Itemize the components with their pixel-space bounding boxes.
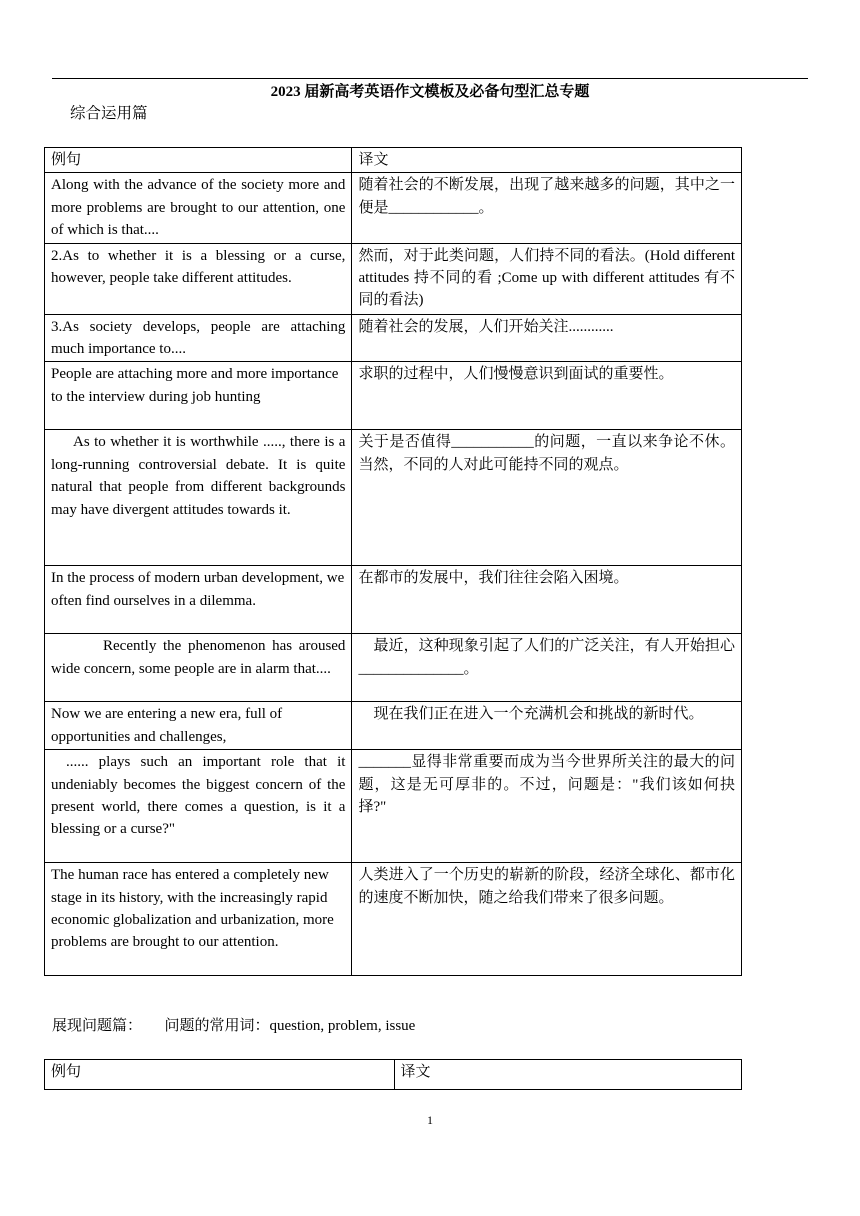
- table-row: [45, 430, 742, 566]
- table-header-row: [45, 148, 742, 173]
- document-title: 2023 届新高考英语作文模板及必备句型汇总专题: [270, 84, 590, 100]
- translation: 求职的过程中，人们慢慢意识到面试的重要性。: [352, 362, 742, 430]
- section-label: 展现问题篇：: [52, 1018, 143, 1034]
- example-sentence: Now we are entering a new era, full of opportunities and challenges,: [45, 702, 352, 750]
- header-rule: [52, 78, 808, 79]
- section-heading-problems: [52, 1016, 415, 1036]
- sentence-table-comprehensive: [44, 147, 742, 976]
- translation: 随着社会的不断发展，出现了越来越多的问题，其中之一便是____________。: [352, 173, 742, 243]
- example-sentence: The human race has entered a completely new stage in its history, with the increasingly rapid economic globalization and urbanization, more problems are brought to our attention.: [45, 863, 352, 976]
- table-header-example: 例句: [45, 1060, 395, 1090]
- translation: 然而，对于此类问题，人们持不同的看法。(Hold different attitudes 持不同的看 ;Come up with different attitudes 有不同的看法): [352, 243, 742, 314]
- translation: 人类进入了一个历史的崭新的阶段，经济全球化、都市化的速度不断加快，随之给我们带来了很多问题。: [352, 863, 742, 976]
- table-row: [45, 863, 742, 976]
- table-row: [45, 314, 742, 362]
- example-sentence: 2.As to whether it is a blessing or a curse, however, people take different attitudes.: [45, 243, 352, 314]
- sentence-table-problems: [44, 1059, 742, 1090]
- example-sentence: ...... plays such an important role that it undeniably becomes the biggest concern of the present world, there comes a question, is it a blessing or a curse?": [45, 750, 352, 863]
- translation: 现在我们正在进入一个充满机会和挑战的新时代。: [352, 702, 742, 750]
- translation: 最近，这种现象引起了人们的广泛关注，有人开始担心______________。: [352, 634, 742, 702]
- table-row: [45, 634, 742, 702]
- example-sentence: In the process of modern urban development, we often find ourselves in a dilemma.: [45, 566, 352, 634]
- table-row: [45, 702, 742, 750]
- common-words-line: 问题的常用词：question, problem, issue: [164, 1018, 416, 1034]
- table-header-translation: 译文: [394, 1060, 742, 1090]
- translation: 随着社会的发展，人们开始关注............: [352, 314, 742, 362]
- example-sentence: People are attaching more and more importance to the interview during job hunting: [45, 362, 352, 430]
- table-row: [45, 173, 742, 243]
- translation: 在都市的发展中，我们往往会陷入困境。: [352, 566, 742, 634]
- page-number: 1: [427, 1113, 433, 1127]
- section-heading-comprehensive: 综合运用篇: [70, 105, 148, 122]
- table-row: [45, 566, 742, 634]
- table-header-row: [45, 1060, 742, 1090]
- translation: 关于是否值得___________的问题，一直以来争论不休。当然，不同的人对此可能持不同的观点。: [352, 430, 742, 566]
- example-sentence: 3.As society develops, people are attaching much importance to....: [45, 314, 352, 362]
- table-header-example: 例句: [45, 148, 352, 173]
- table-row: [45, 362, 742, 430]
- table-row: [45, 243, 742, 314]
- table-header-translation: 译文: [352, 148, 742, 173]
- translation: _______显得非常重要而成为当今世界所关注的最大的问题，这是无可厚非的。不过，问题是："我们该如何抉择?": [352, 750, 742, 863]
- table-row: [45, 750, 742, 863]
- example-sentence: Recently the phenomenon has aroused wide concern, some people are in alarm that....: [45, 634, 352, 702]
- example-sentence: Along with the advance of the society more and more problems are brought to our attention, one of which is that....: [45, 173, 352, 243]
- example-sentence: As to whether it is worthwhile ....., there is a long-running controversial debate. It is quite natural that people from different backgrounds may have divergent attitudes towards it.: [45, 430, 352, 566]
